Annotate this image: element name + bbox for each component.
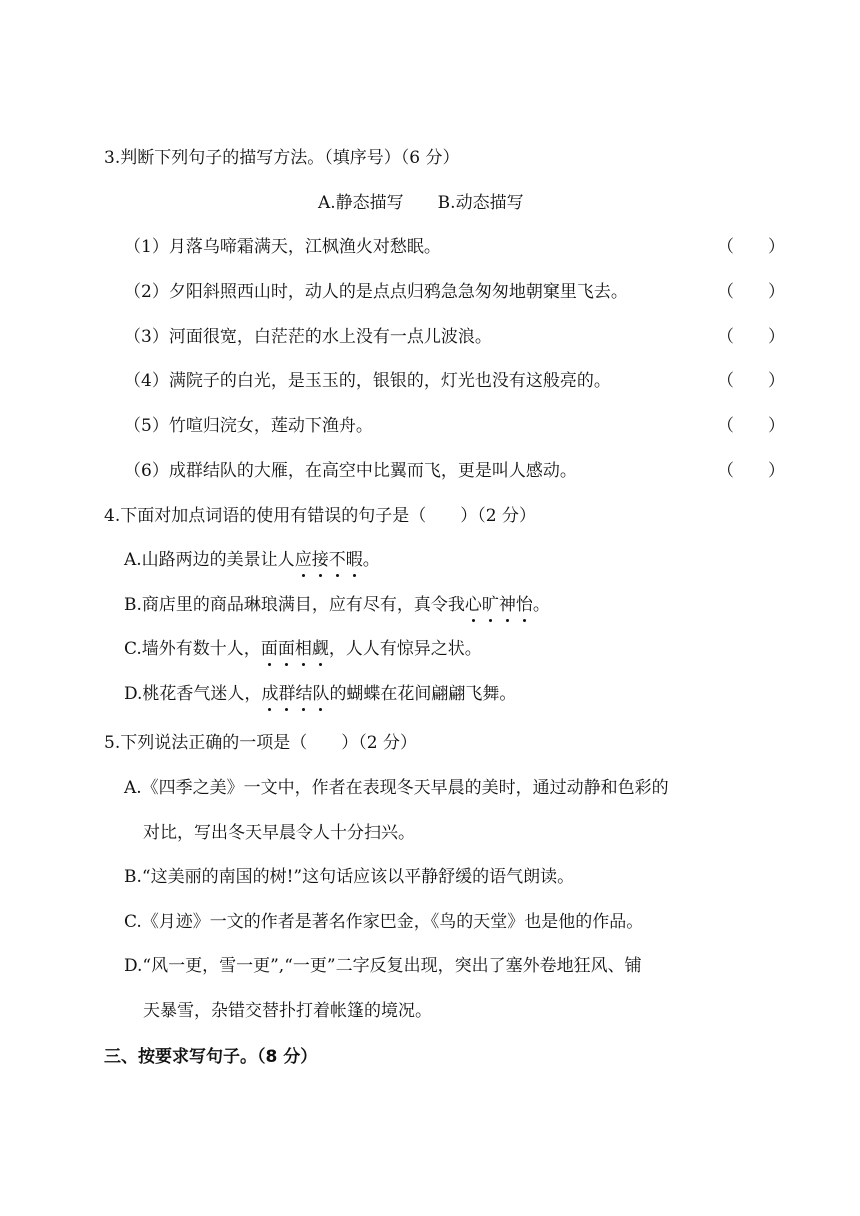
q4-option-d-post: 的蝴蝶在花间翩翩飞舞。 — [329, 684, 517, 704]
q3-item-4-blank[interactable]: （ ） — [717, 371, 785, 391]
q4-option-c-pre: C.墙外有数十人， — [124, 639, 261, 659]
q4-option-b-post: 。 — [532, 595, 550, 615]
q3-item-5: （5）竹喧归浣女，莲动下渔舟。 — [124, 416, 373, 436]
q3-options: A.静态描写 B.动态描写 — [318, 193, 524, 213]
q4-option-b-pre: B.商店里的商品琳琅满目，应有尽有，真令我 — [124, 595, 465, 615]
q4-option-d-pre: D.桃花香气迷人， — [124, 684, 262, 704]
q4-option-b — [124, 594, 550, 616]
q4-option-d — [124, 683, 516, 705]
q5-option-d-line1: D.“风一更，雪一更”,“一更”二字反复出现，突出了塞外卷地狂风、铺 — [124, 956, 642, 976]
q3-title: 3.判断下列句子的描写方法。（填序号）（6 分） — [104, 148, 460, 168]
q4-option-c-post: ，人人有惊异之状。 — [328, 639, 482, 659]
q4-option-d-dotted: 成群结队 — [261, 684, 330, 704]
q5-option-c: C.《月迹》一文的作者是著名作家巴金，《鸟的天堂》也是他的作品。 — [124, 912, 644, 932]
q4-title: 4.下面对加点词语的使用有错误的句子是（ ）（2 分） — [104, 506, 536, 526]
q5-option-d-line2: 天暴雪，杂错交替扑打着帐篷的境况。 — [143, 1001, 432, 1021]
q4-option-c — [124, 638, 482, 660]
q3-item-2-blank[interactable]: （ ） — [717, 282, 785, 302]
q3-item-6-blank[interactable]: （ ） — [717, 461, 785, 481]
q3-item-1-blank[interactable]: （ ） — [717, 237, 785, 257]
q3-item-3: （3）河面很宽，白茫茫的水上没有一点儿波浪。 — [124, 327, 492, 347]
q4-option-a-pre: A.山路两边的美景让人 — [124, 550, 295, 570]
q3-item-1: （1）月落乌啼霜满天，江枫渔火对愁眠。 — [124, 237, 441, 257]
q3-item-5-blank[interactable]: （ ） — [717, 416, 785, 436]
q3-item-6: （6）成群结队的大雁，在高空中比翼而飞，更是叫人感动。 — [124, 461, 577, 481]
q5-title: 5.下列说法正确的一项是（ ）（2 分） — [104, 733, 417, 753]
q4-option-a-dotted: 应接不暇 — [294, 550, 363, 570]
q4-option-a-post: 。 — [362, 550, 380, 570]
q5-option-a-line1: A.《四季之美》一文中，作者在表现冬天早晨的美时，通过动静和色彩的 — [124, 778, 669, 798]
q4-option-a — [124, 549, 380, 571]
q5-option-a-line2: 对比，写出冬天早晨令人十分扫兴。 — [143, 823, 415, 843]
q3-item-4: （4）满院子的白光，是玉玉的，银银的，灯光也没有这般亮的。 — [124, 371, 611, 391]
q5-option-b: B.“这美丽的南国的树!”这句话应该以平静舒缓的语气朗读。 — [124, 867, 575, 887]
q4-option-b-dotted: 心旷神怡 — [464, 595, 533, 615]
section-3-title: 三、按要求写句子。（8 分） — [104, 1047, 318, 1067]
q3-item-2: （2）夕阳斜照西山时，动人的是点点归鸦急急匆匆地朝窠里飞去。 — [124, 282, 628, 302]
q4-option-c-dotted: 面面相觑 — [260, 639, 329, 659]
q3-item-3-blank[interactable]: （ ） — [717, 327, 785, 347]
